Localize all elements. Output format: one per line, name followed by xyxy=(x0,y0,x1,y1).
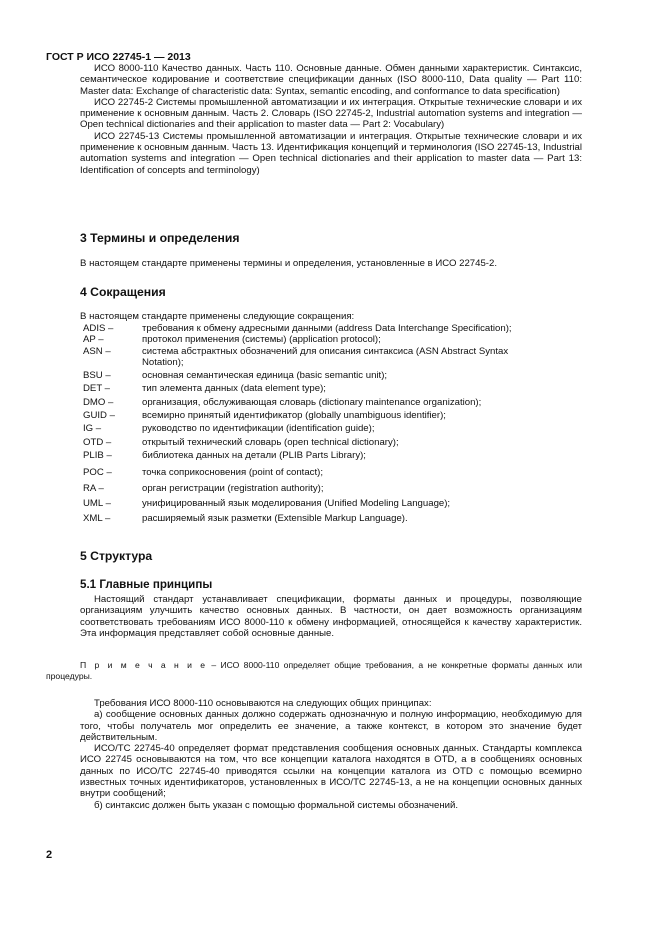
list-item xyxy=(80,323,582,334)
abbreviation-term: IG – xyxy=(83,423,102,435)
paragraph: Требования ИСО 8000-110 основываются на следующих общих принципах: xyxy=(94,698,432,709)
paragraph: ИСО/ТС 22745-40 определяет формат представления сообщения основных данных. Стандарты комплекса ИСО 22745 основываются на том, что все концепции каталога находятся в OTD, а в сообщениях основных данных по ИСО/ТС 22745-40 приводятся ссылки на концепции каталога из OTD с помощью всемирно известных точных идентификаторов, установленных в ИСО/ТС 22745-13, а не на концепции основных данных внутри сообщений; xyxy=(80,743,582,800)
reference-iso-8000-110: ИСО 8000-110 Качество данных. Часть 110. Основные данные. Обмен данными характеристик. Синтаксис, семантическое кодирование и соответствие спецификации данных (ISO 8000-110, Data quality — Part 110: Master data: Exchange of characteristic data: Syntax, semantic encoding, and conformance to data specification) xyxy=(80,63,582,97)
abbreviation-term: PLIB – xyxy=(83,449,112,461)
reference-iso-22745-2: ИСО 22745-2 Системы промышленной автоматизации и их интеграция. Открытые технические словари и их применение к основным данным. Часть 2. Словарь (ISO 22745-2, Industrial automation systems and integration — Open technical dictionaries and their application to master data — Part 2: Vocabulary) xyxy=(80,96,582,131)
list-item xyxy=(80,450,582,461)
note-text: – ИСО 8000-110 определяет общие требования, а не конкретные форматы данных или процедуры. xyxy=(46,660,582,681)
section-5-1-paragraph-1 xyxy=(80,594,582,639)
document-code: ГОСТ Р ИСО 22745-1 — 2013 xyxy=(46,51,191,63)
abbreviation-definition: организация, обслуживающая словарь (dictionary maintenance organization); xyxy=(142,396,482,408)
abbreviation-term: XML – xyxy=(83,513,111,525)
abbreviation-definition: основная семантическая единица (basic semantic unit); xyxy=(142,370,388,382)
abbreviation-definition: орган регистрации (registration authority); xyxy=(142,482,324,494)
abbreviation-term: DMO – xyxy=(83,396,114,408)
section-4-intro: В настоящем стандарте применены следующие сокращения: xyxy=(80,311,355,322)
abbreviation-term: AP – xyxy=(83,334,104,346)
abbreviation-definition: точка соприкосновения (point of contact); xyxy=(142,467,323,479)
list-item xyxy=(80,370,582,381)
abbreviation-definition: протокол применения (системы) (application protocol); xyxy=(142,334,381,346)
list-item xyxy=(80,410,582,421)
paragraph: а) сообщение основных данных должно содержать однозначную и полную информацию, необходимую для того, чтобы получатель мог определить ее значение, а также контекст, в котором это значение будет действительным. xyxy=(80,709,582,743)
note-label: П р и м е ч а н и е xyxy=(80,660,208,670)
abbreviation-term: DET – xyxy=(83,383,111,395)
abbreviation-definition: руководство по идентификации (identification guide); xyxy=(142,423,375,435)
abbreviation-term: ADIS – xyxy=(83,323,114,334)
reference-iso-22745-13: ИСО 22745-13 Системы промышленной автоматизации и интеграция. Открытые технические словари и их применение к основным данным. Часть 13. Идентификация концепций и терминология (ISO 22745-13, Industrial automation systems and integration — Open technical dictionaries and their application to master data — Part 13: Identification of concepts and terminology) xyxy=(80,130,582,176)
abbreviation-definition: открытый технический словарь (open technical dictionary); xyxy=(142,436,399,448)
abbreviation-definition: требования к обмену адресными данными (address Data Interchange Specification); xyxy=(142,323,512,334)
list-item xyxy=(80,513,582,524)
abbreviation-term: OTD – xyxy=(83,436,112,448)
list-item xyxy=(80,498,582,509)
abbreviation-term: ASN – xyxy=(83,345,111,357)
section-5-title: 5 Структура xyxy=(80,549,153,563)
list-item xyxy=(80,423,582,434)
section-5-1-title: 5.1 Главные принципы xyxy=(80,578,213,591)
section-5-1-body xyxy=(80,698,582,811)
abbreviation-definition: расширяемый язык разметки (Extensible Markup Language). xyxy=(142,513,408,525)
abbreviations-list xyxy=(80,323,582,524)
abbreviation-term: UML – xyxy=(83,497,111,509)
paragraph: б) синтаксис должен быть указан с помощью формальной системы обозначений. xyxy=(94,799,459,811)
abbreviation-definition: унифицированный язык моделирования (Unified Modeling Language); xyxy=(142,497,451,509)
abbreviation-term: RA – xyxy=(83,482,104,494)
note xyxy=(46,660,582,682)
list-item xyxy=(80,483,582,494)
list-item xyxy=(80,334,582,345)
section-3-text: В настоящем стандарте применены термины и определения, установленные в ИСО 22745-2. xyxy=(80,258,498,269)
abbreviation-definition: всемирно принятый идентификатор (globally unambiguous identifier); xyxy=(142,410,446,422)
list-item xyxy=(80,383,582,394)
paragraph: Настоящий стандарт устанавливает спецификации, форматы данных и процедуры, позволяющие организациям улучшить качество основных данных. В частности, он дает возможность организациям соответствовать требованиям ИСО 8000-110 к обмену информацией, относящейся к качеству характеристик. Эта информация представляет собой основные данные. xyxy=(80,594,582,639)
section-3-title: 3 Термины и определения xyxy=(80,231,240,245)
list-item xyxy=(80,467,582,478)
abbreviation-term: GUID – xyxy=(83,410,115,422)
abbreviation-definition: библиотека данных на детали (PLIB Parts Library); xyxy=(142,449,366,461)
list-item xyxy=(80,437,582,448)
normative-references xyxy=(80,63,582,176)
abbreviation-term: BSU – xyxy=(83,370,111,382)
list-item xyxy=(80,346,582,369)
abbreviation-definition: система абстрактных обозначений для описания синтаксиса (ASN Abstract Syntax Notation); xyxy=(142,345,509,368)
abbreviation-term: POC – xyxy=(83,467,112,479)
page-number: 2 xyxy=(46,849,53,861)
list-item xyxy=(80,397,582,408)
abbreviation-definition: тип элемента данных (data element type); xyxy=(142,383,326,395)
section-4-title: 4 Сокращения xyxy=(80,285,166,299)
